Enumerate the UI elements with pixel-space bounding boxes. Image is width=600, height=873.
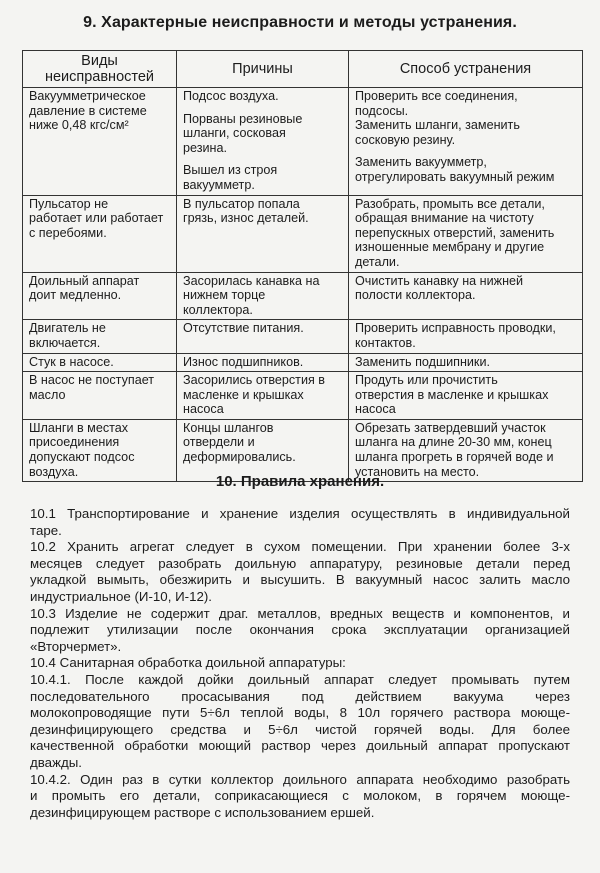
cause-line: Подсос воздуха. [183, 89, 279, 103]
section-9-title: 9. Характерные неисправности и методы устранения. [83, 14, 517, 31]
fault-cell [23, 272, 177, 320]
cause-cell [177, 195, 349, 272]
fix-line: отверстия в масленке и крышках [355, 387, 549, 402]
cause-line: Отсутствие питания. [183, 321, 304, 336]
cause-line: Засорились отверстия в [183, 373, 325, 388]
header-cause: Причины [177, 51, 349, 88]
fault-line: Доильный аппарат [29, 273, 140, 288]
cause-line: Засорилась канавка на [183, 273, 320, 288]
fault-line: работает или работает [29, 211, 164, 226]
fix-cell [349, 195, 583, 272]
text-line: 10.3 Изделие не содержит драг. металлов, вредных веществ и компонентов, и [30, 605, 570, 621]
cause-line: Порваны резиновые [183, 111, 303, 126]
fault-line: Стук в насосе. [29, 354, 114, 369]
fix-cell [349, 88, 583, 196]
fix-line: Проверить все соединения, [355, 89, 518, 103]
fault-cell [23, 195, 177, 272]
cause-line: отвердели и [183, 435, 255, 450]
fault-line: Шланги в местах [29, 420, 129, 435]
text-line: индустриальное (И-10, И-12). [30, 588, 212, 604]
fix-line: детали. [355, 254, 400, 269]
cause-cell [177, 88, 349, 196]
fault-line: масло [29, 387, 66, 402]
text-line: таре. [30, 522, 62, 538]
fault-cell [23, 88, 177, 196]
fault-cell [23, 353, 177, 372]
fault-line: допускают подсос [29, 450, 135, 465]
fix-line: Разобрать, промыть все детали, [355, 196, 545, 211]
fix-line: контактов. [355, 335, 416, 350]
cause-line: нижнем торце [183, 288, 266, 303]
table-header-row [23, 51, 583, 88]
table-row [23, 195, 583, 272]
storage-rules-text [30, 506, 570, 821]
fix-cell [349, 320, 583, 353]
fault-line: Двигатель не [29, 321, 106, 336]
fix-line: Проверить исправность проводки, [355, 321, 556, 336]
fault-line: присоединения [29, 435, 120, 450]
fix-cell [349, 272, 583, 320]
text-line: 10.4.2. Один раз в сутки коллектор доильного аппарата необходимо разобрать [30, 771, 570, 787]
fix-line: Обрезать затвердевший участок [355, 420, 546, 435]
cause-line: резина. [183, 140, 227, 155]
cause-line: грязь, износ деталей. [183, 211, 309, 226]
fault-line: ниже 0,48 кгс/см² [29, 118, 129, 133]
section-10-title: 10. Правила хранения. [215, 473, 385, 490]
fix-line: Очистить канавку на нижней [355, 273, 524, 288]
fix-line: Заменить шланги, заменить [355, 118, 520, 133]
cause-line: Износ подшипников. [183, 354, 304, 369]
fault-line: давление в системе [29, 103, 147, 118]
fix-line: отрегулировать вакуумный режим [355, 169, 555, 184]
fix-cell [349, 353, 583, 372]
text-line: дезинфицирующем растворе с использованием ершей. [30, 804, 375, 820]
header-fix: Способ устранения [349, 51, 583, 88]
text-line: 10.4 Санитарная обработка доильной аппаратуры: [30, 655, 346, 671]
fault-line: Вакуумметрическое [29, 89, 146, 103]
faults-table [22, 50, 583, 482]
text-line: 10.4.1. После каждой дойки доильный аппарат следует промывать путем [30, 671, 570, 687]
fault-cell [23, 320, 177, 353]
text-line: «Вторчермет». [30, 638, 122, 654]
cause-line: В пульсатор попала [183, 196, 300, 211]
fault-line: включается. [29, 335, 101, 350]
table-row [23, 272, 583, 320]
cause-cell [177, 353, 349, 372]
cause-line: коллектора. [183, 302, 253, 317]
text-line: 10.1 Транспортирование и хранение изделия осуществлять в индивидуальной [30, 506, 570, 521]
table-row [23, 88, 583, 196]
fix-line: изношенные мембрану и другие [355, 240, 545, 255]
fault-cell [23, 372, 177, 420]
text-line: месяцев следует разобрать доильную аппаратуру, резиновые детали перед [30, 555, 570, 571]
cause-line: Вышел из строя [183, 163, 278, 178]
text-line: последовательного просасывания под действием вакуума через [30, 688, 570, 704]
fix-line: шланга прогреть в горячей воде и [355, 450, 554, 465]
fix-line: установить на место. [355, 464, 480, 479]
fix-cell [349, 372, 583, 420]
fix-line: насоса [355, 402, 396, 417]
cause-cell [177, 320, 349, 353]
text-line: дезинфицирующего средства и 5÷6л чистой горячей воды. Для более [30, 721, 570, 737]
text-line: дважды. [30, 754, 82, 770]
fix-line: шланга на длине 20-30 мм, конец [355, 435, 552, 450]
cause-line: насоса [183, 402, 224, 417]
cause-line: масленке и крышках [183, 387, 304, 402]
fix-line: подсосы. [355, 103, 409, 118]
table-row [23, 320, 583, 353]
fix-line: Продуть или прочистить [355, 373, 498, 388]
cause-cell [177, 272, 349, 320]
fault-line: с перебоями. [29, 225, 107, 240]
header-fault: Виды неисправностей [23, 51, 177, 88]
table-row [23, 372, 583, 420]
text-line: 10.2 Хранить агрегат следует в сухом помещении. При хранении более 3-х [30, 539, 570, 555]
fix-line: Заменить вакуумметр, [355, 155, 487, 170]
text-line: и промыть его детали, соприкасающиеся с молоком, в горячем моюще- [30, 788, 570, 804]
text-line: молокопроводящие пути 5÷6л теплой воды, 8 10л горячего раствора моюще- [30, 705, 570, 721]
fix-line: перепускных отверстий, заменить [355, 225, 555, 240]
text-line: укладкой вымыть, обезжирить и высушить. В вакуумный насос залить масло [30, 572, 570, 588]
table-row [23, 353, 583, 372]
fault-line: Пульсатор не [29, 196, 109, 211]
fault-line: доит медленно. [29, 288, 122, 303]
text-line: качественной обработки моющий раствор через доильный аппарат пропускают [30, 738, 570, 754]
fix-line: сосковую резину. [355, 132, 456, 147]
fix-line: Заменить подшипники. [355, 354, 490, 369]
cause-line: деформировались. [183, 450, 296, 465]
cause-line: Концы шлангов [183, 420, 274, 435]
fault-line: воздуха. [29, 464, 79, 479]
cause-line: вакуумметр. [183, 177, 255, 192]
cause-line: шланги, сосковая [183, 126, 286, 141]
text-line: подлежит утилизации после окончания срока эксплуатации организацией [30, 622, 570, 638]
fix-line: обращая внимание на чистоту [355, 211, 534, 226]
fault-line: В насос не поступает [29, 373, 155, 388]
cause-cell [177, 372, 349, 420]
fix-line: полости коллектора. [355, 288, 476, 303]
